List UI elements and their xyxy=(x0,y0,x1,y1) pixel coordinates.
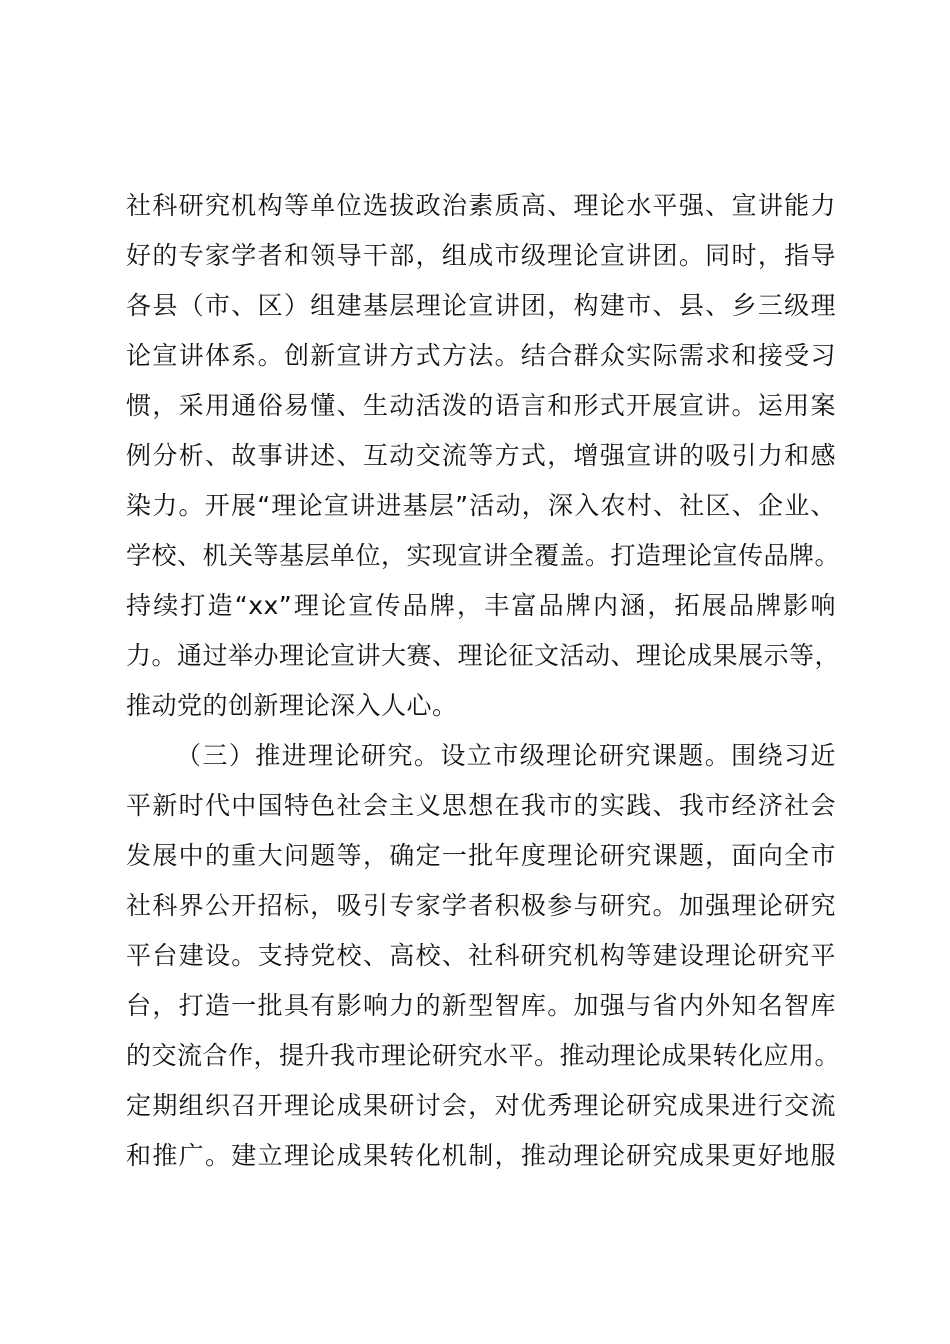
text-line: 定期组织召开理论成果研讨会，对优秀理论研究成果进行交流 xyxy=(126,1091,836,1120)
text-line: 各县（市、区）组建基层理论宣讲团，构建市、县、乡三级理 xyxy=(126,291,836,320)
text-line: 学校、机关等基层单位，实现宣讲全覆盖。打造理论宣传品牌。 xyxy=(126,541,841,570)
paragraph-theory-research xyxy=(126,731,841,1181)
text-line: 社科研究机构等单位选拔政治素质高、理论水平强、宣讲能力 xyxy=(126,191,836,220)
text-line: 推动党的创新理论深入人心。 xyxy=(126,691,458,720)
text-line: 例分析、故事讲述、互动交流等方式，增强宣讲的吸引力和感 xyxy=(126,441,836,470)
text-line: 持续打造“xx”理论宣传品牌，丰富品牌内涵，拓展品牌影响 xyxy=(126,591,836,620)
text-line: 的交流合作，提升我市理论研究水平。推动理论成果转化应用。 xyxy=(126,1041,841,1070)
section-heading-line: （三）推进理论研究。设立市级理论研究课题。围绕习近 xyxy=(176,741,836,770)
text-line: 好的专家学者和领导干部，组成市级理论宣讲团。同时，指导 xyxy=(126,241,836,270)
text-line: 力。通过举办理论宣讲大赛、理论征文活动、理论成果展示等， xyxy=(126,641,841,670)
text-line: 论宣讲体系。创新宣讲方式方法。结合群众实际需求和接受习 xyxy=(126,341,836,370)
text-line: 平新时代中国特色社会主义思想在我市的实践、我市经济社会 xyxy=(126,791,836,820)
text-line: 惯，采用通俗易懂、生动活泼的语言和形式开展宣讲。运用案 xyxy=(126,391,836,420)
text-line: 平台建设。支持党校、高校、社科研究机构等建设理论研究平 xyxy=(126,941,836,970)
paragraph-theory-propaganda xyxy=(126,181,841,731)
text-line: 染力。开展“理论宣讲进基层”活动，深入农村、社区、企业、 xyxy=(126,491,836,520)
text-line: 和推广。建立理论成果转化机制，推动理论研究成果更好地服 xyxy=(126,1141,836,1170)
document-body xyxy=(126,181,841,1181)
text-line: 发展中的重大问题等，确定一批年度理论研究课题，面向全市 xyxy=(126,841,836,870)
text-line: 台，打造一批具有影响力的新型智库。加强与省内外知名智库 xyxy=(126,991,836,1020)
text-line: 社科界公开招标，吸引专家学者积极参与研究。加强理论研究 xyxy=(126,891,836,920)
